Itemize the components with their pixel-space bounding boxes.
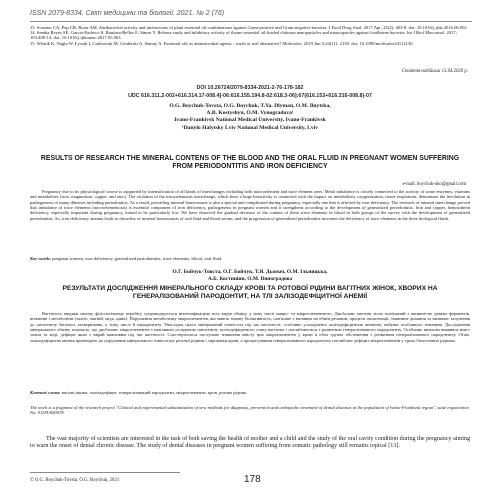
- funding-note: The work is a fragment of the research project "Clinical and experimental substantiation of new methods for diagnosis, prevention and orthopedic treatment of dental diseases in the population of Ivano-Frankivsk region", state registration No. 0118U000078.: [30, 405, 469, 416]
- footer-rule: [30, 472, 180, 473]
- reference-item: 15. Wiśnik K, Nagła W, Łysiak I, Grabowski M, Cinderski A, Stanny A. Essential oils as antimicrobial agents – myth or real alternative? Molecules. 2019 Jun 5;24(11): 2130. doi: 10.3390/molecules24112130: [30, 40, 413, 46]
- author-names-uk: О.Г. Бойчук-Товста, О.Г. Бойчук, Т.Я. Дьомач, О.М. Ільницька,: [172, 269, 328, 275]
- header-rule: [30, 21, 472, 22]
- affiliation-secondary: ¹Danylo Halytsky Lviv National Medical University, Lviv: [181, 124, 319, 131]
- article-title-en: RESULTS OF RESEARCH THE MINERAL CONTENS OF THE BLOOD AND THE ORAL FLUID IN PREGNANT WOMEN SUFFERING FROM PERIODONTITIS AND IRON DEFICIENCY: [40, 155, 460, 171]
- keywords-en: [30, 256, 470, 261]
- copyright: © O.G. Boychuk-Tovsta, O.G. Boychuk, 2021: [30, 478, 120, 483]
- authors-block-uk: [0, 269, 500, 283]
- reference-list: [30, 25, 470, 46]
- udc: UDC 616.311.2-002+616.314.17-008.4]-06:616.155.194.8-02:618.3-06]:67(616.153+616.316-008.8)-07: [128, 93, 372, 99]
- keywords-uk: [30, 390, 470, 395]
- contact-email: e-mail: boychuk-oko@gmail.com: [402, 182, 466, 187]
- reference-item: 13. Scarano CA, Pop CR, Rotar AM. Antibacterial activity and interactions of plant essential oil combinations against Gram-positive and Gram-negative bacteria. J Food Drug Anal. 2017 Apr; 25(2), 403-8. doi: 10.1016/j.jfda.2016.06.002.: [30, 25, 468, 30]
- keywords-text: pregnant women, iron deficiency, generalized periodontitis, trace elements, blood, oral fluid.: [52, 256, 223, 261]
- author-names-uk-cont: А.Б. Костишин, О.М. Виноградова: [207, 276, 293, 282]
- keywords-label: Key words:: [30, 256, 52, 261]
- body-paragraph: The vast majority of scientists are interested in the task of both saving the health of mother and a child and the study of the oral cavity condition during the pregnancy aiming to warn the onset of dental chronic disease. The study of dental diseases in pregnant women suffering from somatic pathology still remains topical [13].: [30, 436, 470, 450]
- article-title-uk: РЕЗУЛЬТАТИ ДОСЛІДЖЕННЯ МІНЕРАЛЬНОГО СКЛАДУ КРОВІ ТА РОТОВОЇ РІДИНИ ВАГІТНИХ ЖІНОК, ХВОРИХ НА ГЕНЕРАЛІЗОВАНИЙ ПАРОДОНТИТ, НА ТЛІ ЗАЛІЗОДЕФІЦИТНОЇ АНЕМІЇ: [62, 285, 438, 300]
- abstract-en: Pregnancy due to its physiological course is supported by intensification of all kinds of interchanges including both macroelement and trace element ones. Metal imbalance is closely connected to the activity of some enzymes, vitamins and metabolites (iron, magnesium, copper, and zinc). The violation of the microelements interchange, which have a huge bioactivity is connected with the impact on metabolism, oxygenization, tissue respiration, determines the involution in pathogenesis of many illnesses including periodontitis. As a result, prevailing mineral homeostasis is also a special and complicated during pregnancy, especially one that is affected by iron deficiency. The research of mineral interchange proved that imbalance of trace elements (microelementosis) is essential component of iron deficiency, pathogenesis in pregnant women and it strengthens according to the development of generalized periodontitis. Iron and copper, hemosiderin deficiency, especially important during pregnancy, turned to be particularly low. We have observed the gradual decrease of the content of these trace elements in blood in both groups of the survey with the development of generalized periodontitis. So, iron deficiency anemia leads to disorders of mineral homeostasis of oral fluid and blood serum, and the progression of generalized periodontitis increases the deficiency of trace elements in the three biological fluids.: [30, 189, 470, 221]
- doi: DOI 10.26724/2079-8334-2021-2-76-178-182: [196, 85, 304, 91]
- author-names-cont: A.B. Kostyshyn, O.M. Vynogradova¹: [206, 110, 294, 117]
- keywords-text-uk: вагітні жінки, залізодефіцит, генералізований пародонтит, мікроелементи, кров, ротова рідина.: [61, 390, 248, 395]
- reference-item: 14. Semba Reyes SE, Garcia-Pacheco S, Bautista-Bellez E, Simes Y. Release study and inhibitory activity of thyme essential oil-loaded chitosan nanoparticles and nanocapsules against foodborne bacteria. Int J Biol Macromol. 2017; 103:409-14. doi: 10.1016/j.ijbiomac.2017.05.063.: [30, 30, 457, 41]
- page-number: 178: [244, 474, 261, 485]
- keywords-label-uk: Ключові слова:: [30, 390, 61, 395]
- authors-block-en: [0, 103, 500, 132]
- running-head: ISSN 2079-8334. Світ медицини та біології. 2021. № 2 (76): [30, 10, 225, 17]
- abstract-uk: Вагітність завдяки своєму фізіологічному перебігу супроводжується інтенсифікацією всіх видів обміну, у тому числі макро- та мікроелементного. Дисбаланс металів тісно пов'язаний з активністю деяких ферментів, вітамінів і метаболітів (залізо, магній, мідь, цинк). Порушення метаболізму мікроелементів, які мають значну біоактивність, пов'язане з впливом на обмін речовин, процеси оксигенації, тканинне дихання та визначає залучення до патогенезу багатьох захворювань, у тому числі й пародонтиту. Унаслідок цього мінеральний гомеостаз під час вагітності, особливо ускладненої залізодефіцитною анемією, набуває особливого значення. Дослідження мінерального обміну показало, що дисбаланс мікроелементів є важливою складовою патогенезу залізодефіцитного стану вагітних і поглиблюється з розвитком генералізованого пародонтиту. Особливо низьким виявився вміст заліза та міді, дефіцит яких є вкрай важливим під час вагітності. Спостерігалося поступове зниження вмісту цих мікроелементів у крові в обох групах обстеження з розвитком генералізованого пародонтиту. Отже, залізодефіцитна анемія призводить до порушення мінерального гомеостазу ротової рідини і сироватки крові, а прогресування генералізованого пародонтиту поглиблює дефіцит мікроелементів у трьох біологічних рідинах.: [30, 311, 470, 343]
- author-names: O.G. Boychuk-Tovsta, O.G. Boychuk, T.Ya. Dlyman, O.M. Ilnytska,: [169, 103, 331, 109]
- affiliation: Ivano-Frankivsk National Medical University, Ivano-Frankivsk: [174, 117, 326, 124]
- received-date: Стаття надійшла 15.04.2020 р.: [401, 69, 468, 74]
